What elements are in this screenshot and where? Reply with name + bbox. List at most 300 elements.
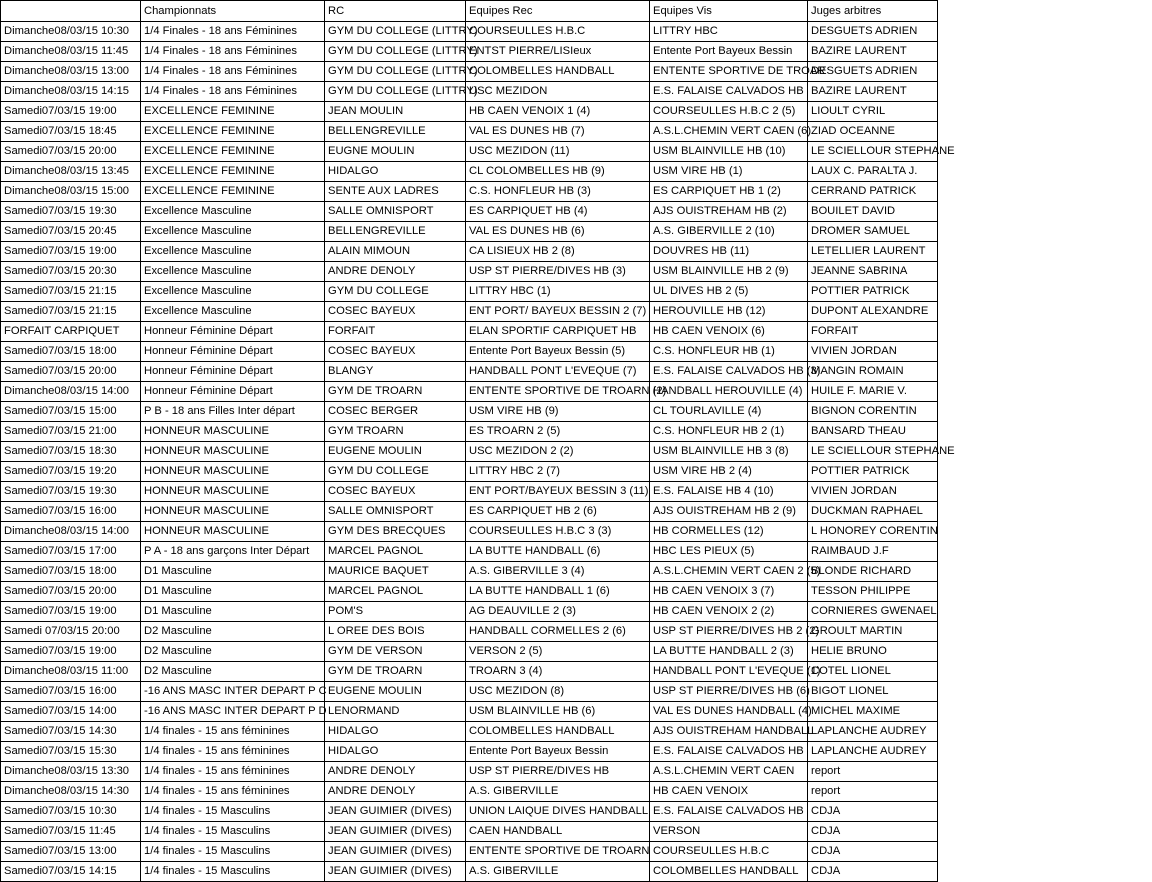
equipe-vis-cell: A.S. GIBERVILLE 2 (10) — [650, 222, 808, 242]
table-row — [1, 202, 938, 222]
equipe-rec-cell: VAL ES DUNES HB (6) — [466, 222, 650, 242]
equipe-rec-cell: ENTENTE SPORTIVE DE TROARN (2) — [466, 382, 650, 402]
equipe-rec-cell: USC MEZIDON — [466, 82, 650, 102]
equipe-rec-cell: CA LISIEUX HB 2 (8) — [466, 242, 650, 262]
date-cell: Samedi07/03/15 18:45 — [1, 122, 141, 142]
equipe-rec-cell: CAEN HANDBALL — [466, 822, 650, 842]
date-cell: Samedi07/03/15 20:45 — [1, 222, 141, 242]
arbitre-cell: CERRAND PATRICK — [808, 182, 938, 202]
equipe-rec-cell: HB CAEN VENOIX 1 (4) — [466, 102, 650, 122]
table-row — [1, 542, 938, 562]
championnat-cell: EXCELLENCE FEMININE — [141, 182, 325, 202]
date-cell: Dimanche08/03/15 10:30 — [1, 22, 141, 42]
date-cell: Samedi07/03/15 19:30 — [1, 202, 141, 222]
arbitre-cell: BAZIRE LAURENT — [808, 42, 938, 62]
championnat-cell: 1/4 finales - 15 ans féminines — [141, 782, 325, 802]
equipe-vis-cell: E.S. FALAISE CALVADOS HB — [650, 82, 808, 102]
table-row — [1, 662, 938, 682]
table-row — [1, 82, 938, 102]
championnat-cell: EXCELLENCE FEMININE — [141, 162, 325, 182]
date-cell: Samedi07/03/15 14:15 — [1, 862, 141, 882]
equipe-vis-cell: ES CARPIQUET HB 1 (2) — [650, 182, 808, 202]
equipe-rec-cell: ELAN SPORTIF CARPIQUET HB — [466, 322, 650, 342]
equipe-rec-cell: COLOMBELLES HANDBALL — [466, 722, 650, 742]
equipe-vis-cell: DOUVRES HB (11) — [650, 242, 808, 262]
arbitre-cell: MANGIN ROMAIN — [808, 362, 938, 382]
date-cell: Samedi07/03/15 13:00 — [1, 842, 141, 862]
arbitre-cell: HELIE BRUNO — [808, 642, 938, 662]
rc-cell: SALLE OMNISPORT — [325, 202, 466, 222]
equipe-vis-cell: USM VIRE HB (1) — [650, 162, 808, 182]
date-cell: Samedi07/03/15 10:30 — [1, 802, 141, 822]
championnat-cell: EXCELLENCE FEMININE — [141, 142, 325, 162]
rc-cell: GYM DU COLLEGE (LITTRY) — [325, 82, 466, 102]
championnat-cell: EXCELLENCE FEMININE — [141, 102, 325, 122]
equipe-vis-cell: Entente Port Bayeux Bessin — [650, 42, 808, 62]
rc-cell: HIDALGO — [325, 722, 466, 742]
equipe-vis-cell: USM VIRE HB 2 (4) — [650, 462, 808, 482]
table-row — [1, 102, 938, 122]
date-cell: Dimanche08/03/15 11:45 — [1, 42, 141, 62]
date-cell: Samedi07/03/15 18:30 — [1, 442, 141, 462]
championnat-cell: D2 Masculine — [141, 622, 325, 642]
equipe-rec-cell: ES CARPIQUET HB (4) — [466, 202, 650, 222]
rc-cell: BELLENGREVILLE — [325, 222, 466, 242]
championnat-cell: D1 Masculine — [141, 562, 325, 582]
equipe-vis-cell: USM BLAINVILLE HB (10) — [650, 142, 808, 162]
championnat-cell: HONNEUR MASCULINE — [141, 522, 325, 542]
table-row — [1, 242, 938, 262]
arbitre-cell: VIVIEN JORDAN — [808, 482, 938, 502]
arbitre-cell: VIVIEN JORDAN — [808, 342, 938, 362]
equipe-vis-cell: HBC LES PIEUX (5) — [650, 542, 808, 562]
date-cell: Samedi07/03/15 15:30 — [1, 742, 141, 762]
date-cell: Samedi07/03/15 19:00 — [1, 602, 141, 622]
date-cell: Samedi07/03/15 18:00 — [1, 342, 141, 362]
equipe-rec-cell: USC MEZIDON (11) — [466, 142, 650, 162]
championnat-cell: -16 ANS MASC INTER DEPART P C — [141, 682, 325, 702]
table-row — [1, 282, 938, 302]
rc-cell: COSEC BAYEUX — [325, 302, 466, 322]
table-row — [1, 162, 938, 182]
equipe-rec-cell: HANDBALL CORMELLES 2 (6) — [466, 622, 650, 642]
date-cell: Samedi07/03/15 14:30 — [1, 722, 141, 742]
equipe-vis-cell: COURSEULLES H.B.C 2 (5) — [650, 102, 808, 122]
arbitre-cell: LIOULT CYRIL — [808, 102, 938, 122]
date-cell: Samedi07/03/15 20:00 — [1, 582, 141, 602]
equipe-vis-cell: HB CAEN VENOIX 3 (7) — [650, 582, 808, 602]
date-cell: Dimanche08/03/15 14:00 — [1, 522, 141, 542]
equipe-vis-cell: HANDBALL HEROUVILLE (4) — [650, 382, 808, 402]
arbitre-cell: FORFAIT — [808, 322, 938, 342]
championnat-cell: HONNEUR MASCULINE — [141, 462, 325, 482]
arbitre-cell: MICHEL MAXIME — [808, 702, 938, 722]
equipe-vis-cell: C.S. HONFLEUR HB 2 (1) — [650, 422, 808, 442]
rc-cell: MARCEL PAGNOL — [325, 542, 466, 562]
date-cell: Samedi07/03/15 20:00 — [1, 362, 141, 382]
rc-cell: JEAN GUIMIER (DIVES) — [325, 842, 466, 862]
arbitre-cell: DUCKMAN RAPHAEL — [808, 502, 938, 522]
arbitre-cell: LAPLANCHE AUDREY — [808, 722, 938, 742]
rc-cell: GYM DU COLLEGE (LITTRY) — [325, 22, 466, 42]
equipe-vis-cell: HB CORMELLES (12) — [650, 522, 808, 542]
equipe-vis-cell: VAL ES DUNES HANDBALL (4) — [650, 702, 808, 722]
date-cell: Dimanche08/03/15 14:15 — [1, 82, 141, 102]
equipe-vis-cell: CL TOURLAVILLE (4) — [650, 402, 808, 422]
arbitre-cell: CDJA — [808, 842, 938, 862]
equipe-vis-cell: VERSON — [650, 822, 808, 842]
equipe-rec-cell: A.S. GIBERVILLE 3 (4) — [466, 562, 650, 582]
arbitre-cell: HUILE F. MARIE V. — [808, 382, 938, 402]
championnat-cell: Excellence Masculine — [141, 282, 325, 302]
rc-cell: GYM DU COLLEGE (LITTRY) — [325, 42, 466, 62]
table-row — [1, 362, 938, 382]
championnat-cell: Excellence Masculine — [141, 242, 325, 262]
equipe-rec-cell: C.S. HONFLEUR HB (3) — [466, 182, 650, 202]
rc-cell: EUGENE MOULIN — [325, 442, 466, 462]
championnat-cell: Excellence Masculine — [141, 202, 325, 222]
table-row — [1, 602, 938, 622]
equipe-rec-cell: AG DEAUVILLE 2 (3) — [466, 602, 650, 622]
rc-cell: BELLENGREVILLE — [325, 122, 466, 142]
table-row — [1, 42, 938, 62]
equipe-rec-cell: Entente Port Bayeux Bessin — [466, 742, 650, 762]
rc-cell: HIDALGO — [325, 162, 466, 182]
arbitre-cell: JEANNE SABRINA — [808, 262, 938, 282]
equipe-vis-cell: USP ST PIERRE/DIVES HB (6) — [650, 682, 808, 702]
equipe-rec-cell: USP ST PIERRE/DIVES HB (3) — [466, 262, 650, 282]
date-cell: Dimanche08/03/15 11:00 — [1, 662, 141, 682]
equipe-vis-cell: UL DIVES HB 2 (5) — [650, 282, 808, 302]
arbitre-cell: report — [808, 762, 938, 782]
championnat-cell: 1/4 Finales - 18 ans Féminines — [141, 62, 325, 82]
arbitre-cell: DUPONT ALEXANDRE — [808, 302, 938, 322]
championnat-cell: 1/4 finales - 15 Masculins — [141, 822, 325, 842]
championnat-cell: Excellence Masculine — [141, 222, 325, 242]
table-row — [1, 222, 938, 242]
equipe-rec-cell: COLOMBELLES HANDBALL — [466, 62, 650, 82]
date-cell: Dimanche08/03/15 15:00 — [1, 182, 141, 202]
date-cell: Samedi07/03/15 20:00 — [1, 142, 141, 162]
equipe-vis-cell: E.S. FALAISE CALVADOS HB — [650, 742, 808, 762]
date-cell: Dimanche08/03/15 13:00 — [1, 62, 141, 82]
equipe-vis-cell: LITTRY HBC — [650, 22, 808, 42]
arbitre-cell: LETELLIER LAURENT — [808, 242, 938, 262]
table-row — [1, 862, 938, 882]
championnat-cell: P B - 18 ans Filles Inter départ — [141, 402, 325, 422]
arbitre-cell: LAUX C. PARALTA J. — [808, 162, 938, 182]
equipe-vis-cell: A.S.L.CHEMIN VERT CAEN — [650, 762, 808, 782]
championnat-cell: 1/4 Finales - 18 ans Féminines — [141, 22, 325, 42]
equipe-vis-cell: USM BLAINVILLE HB 2 (9) — [650, 262, 808, 282]
equipe-rec-cell: ES TROARN 2 (5) — [466, 422, 650, 442]
equipe-rec-cell: LA BUTTE HANDBALL (6) — [466, 542, 650, 562]
arbitre-cell: LAPLANCHE AUDREY — [808, 742, 938, 762]
arbitre-cell: POTTIER PATRICK — [808, 282, 938, 302]
rc-cell: POM'S — [325, 602, 466, 622]
rc-cell: ANDRE DENOLY — [325, 262, 466, 282]
arbitre-cell: CDJA — [808, 822, 938, 842]
rc-cell: GYM DE VERSON — [325, 642, 466, 662]
equipe-vis-cell: COLOMBELLES HANDBALL — [650, 862, 808, 882]
table-row — [1, 142, 938, 162]
equipe-vis-cell: AJS OUISTREHAM HB (2) — [650, 202, 808, 222]
table-row — [1, 342, 938, 362]
equipe-rec-cell: VERSON 2 (5) — [466, 642, 650, 662]
equipe-rec-cell: TROARN 3 (4) — [466, 662, 650, 682]
rc-cell: SENTE AUX LADRES — [325, 182, 466, 202]
header-championnats: Championnats — [141, 1, 325, 22]
championnat-cell: EXCELLENCE FEMININE — [141, 122, 325, 142]
equipe-rec-cell: USC MEZIDON 2 (2) — [466, 442, 650, 462]
equipe-rec-cell: HANDBALL PONT L'EVEQUE (7) — [466, 362, 650, 382]
table-row — [1, 502, 938, 522]
rc-cell: LENORMAND — [325, 702, 466, 722]
equipe-rec-cell: COURSEULLES H.B.C — [466, 22, 650, 42]
rc-cell: ALAIN MIMOUN — [325, 242, 466, 262]
equipe-rec-cell: A.S. GIBERVILLE — [466, 862, 650, 882]
equipe-vis-cell: HEROUVILLE HB (12) — [650, 302, 808, 322]
championnat-cell: 1/4 finales - 15 ans féminines — [141, 722, 325, 742]
table-row — [1, 822, 938, 842]
equipe-vis-cell: AJS OUISTREHAM HB 2 (9) — [650, 502, 808, 522]
championnat-cell: 1/4 Finales - 18 ans Féminines — [141, 82, 325, 102]
equipe-vis-cell: ENTENTE SPORTIVE DE TROAR — [650, 62, 808, 82]
rc-cell: L OREE DES BOIS — [325, 622, 466, 642]
equipe-rec-cell: USM BLAINVILLE HB (6) — [466, 702, 650, 722]
equipe-vis-cell: A.S.L.CHEMIN VERT CAEN (6) — [650, 122, 808, 142]
equipe-vis-cell: E.S. FALAISE CALVADOS HB — [650, 802, 808, 822]
rc-cell: COSEC BERGER — [325, 402, 466, 422]
equipe-vis-cell: COURSEULLES H.B.C — [650, 842, 808, 862]
arbitre-cell: LE SCIELLOUR STEPHANE — [808, 442, 938, 462]
championnat-cell: Excellence Masculine — [141, 262, 325, 282]
table-row — [1, 382, 938, 402]
table-row — [1, 62, 938, 82]
equipe-rec-cell: VAL ES DUNES HB (7) — [466, 122, 650, 142]
date-cell: Samedi07/03/15 20:30 — [1, 262, 141, 282]
header-equipes-rec: Equipes Rec — [466, 1, 650, 22]
rc-cell: GYM DU COLLEGE — [325, 282, 466, 302]
rc-cell: MAURICE BAQUET — [325, 562, 466, 582]
rc-cell: HIDALGO — [325, 742, 466, 762]
date-cell: Samedi 07/03/15 20:00 — [1, 622, 141, 642]
date-cell: Dimanche08/03/15 13:30 — [1, 762, 141, 782]
rc-cell: MARCEL PAGNOL — [325, 582, 466, 602]
rc-cell: BLANGY — [325, 362, 466, 382]
equipe-vis-cell: HB CAEN VENOIX 2 (2) — [650, 602, 808, 622]
date-cell: Samedi07/03/15 19:20 — [1, 462, 141, 482]
equipe-rec-cell: ENTST PIERRE/LISIeux — [466, 42, 650, 62]
table-row — [1, 782, 938, 802]
table-row — [1, 462, 938, 482]
arbitre-cell: GROULT MARTIN — [808, 622, 938, 642]
equipe-vis-cell: E.S. FALAISE CALVADOS HB (3) — [650, 362, 808, 382]
equipe-vis-cell: HB CAEN VENOIX (6) — [650, 322, 808, 342]
date-cell: Samedi07/03/15 18:00 — [1, 562, 141, 582]
table-row — [1, 182, 938, 202]
table-row — [1, 562, 938, 582]
table-row — [1, 262, 938, 282]
championnat-cell: Honneur Féminine Départ — [141, 362, 325, 382]
rc-cell: GYM TROARN — [325, 422, 466, 442]
arbitre-cell: BANSARD THEAU — [808, 422, 938, 442]
date-cell: Dimanche08/03/15 13:45 — [1, 162, 141, 182]
rc-cell: ANDRE DENOLY — [325, 762, 466, 782]
arbitre-cell: DROMER SAMUEL — [808, 222, 938, 242]
table-row — [1, 322, 938, 342]
table-row — [1, 522, 938, 542]
date-cell: Samedi07/03/15 16:00 — [1, 682, 141, 702]
table-row — [1, 702, 938, 722]
arbitre-cell: TESSON PHILIPPE — [808, 582, 938, 602]
equipe-rec-cell: LITTRY HBC (1) — [466, 282, 650, 302]
rc-cell: EUGNE MOULIN — [325, 142, 466, 162]
equipe-vis-cell: E.S. FALAISE HB 4 (10) — [650, 482, 808, 502]
championnat-cell: 1/4 finales - 15 Masculins — [141, 842, 325, 862]
equipe-vis-cell: AJS OUISTREHAM HANDBALL — [650, 722, 808, 742]
date-cell: Samedi07/03/15 19:30 — [1, 482, 141, 502]
equipe-rec-cell: COURSEULLES H.B.C 3 (3) — [466, 522, 650, 542]
rc-cell: ANDRE DENOLY — [325, 782, 466, 802]
table-row — [1, 622, 938, 642]
championnat-cell: 1/4 finales - 15 Masculins — [141, 802, 325, 822]
table-row — [1, 482, 938, 502]
table-row — [1, 442, 938, 462]
date-cell: Dimanche08/03/15 14:00 — [1, 382, 141, 402]
date-cell: Samedi07/03/15 21:15 — [1, 282, 141, 302]
equipe-vis-cell: HB CAEN VENOIX — [650, 782, 808, 802]
rc-cell: GYM DU COLLEGE — [325, 462, 466, 482]
championnat-cell: 1/4 finales - 15 ans féminines — [141, 742, 325, 762]
header-equipes-vis: Equipes Vis — [650, 1, 808, 22]
championnat-cell: P A - 18 ans garçons Inter Départ — [141, 542, 325, 562]
equipe-rec-cell: Entente Port Bayeux Bessin (5) — [466, 342, 650, 362]
table-row — [1, 742, 938, 762]
arbitre-cell: BLONDE RICHARD — [808, 562, 938, 582]
equipe-rec-cell: ENTENTE SPORTIVE DE TROARN — [466, 842, 650, 862]
championnat-cell: HONNEUR MASCULINE — [141, 482, 325, 502]
equipe-rec-cell: LA BUTTE HANDBALL 1 (6) — [466, 582, 650, 602]
date-cell: Samedi07/03/15 17:00 — [1, 542, 141, 562]
arbitre-cell: BIGOT LIONEL — [808, 682, 938, 702]
header-juges-arbitres: Juges arbitres — [808, 1, 938, 22]
date-cell: Samedi07/03/15 14:00 — [1, 702, 141, 722]
arbitre-cell: CDJA — [808, 862, 938, 882]
table-row — [1, 842, 938, 862]
table-row — [1, 762, 938, 782]
equipe-vis-cell: HANDBALL PONT L'EVEQUE (1) — [650, 662, 808, 682]
equipe-rec-cell: ES CARPIQUET HB 2 (6) — [466, 502, 650, 522]
championnat-cell: D2 Masculine — [141, 662, 325, 682]
date-cell: Samedi07/03/15 19:00 — [1, 242, 141, 262]
table-row — [1, 122, 938, 142]
equipe-vis-cell: USM BLAINVILLE HB 3 (8) — [650, 442, 808, 462]
rc-cell: JEAN MOULIN — [325, 102, 466, 122]
rc-cell: GYM DES BRECQUES — [325, 522, 466, 542]
rc-cell: EUGENE MOULIN — [325, 682, 466, 702]
equipe-vis-cell: A.S.L.CHEMIN VERT CAEN 2 (5) — [650, 562, 808, 582]
arbitre-cell: DESGUETS ADRIEN — [808, 62, 938, 82]
arbitre-cell: RAIMBAUD J.F — [808, 542, 938, 562]
rc-cell: SALLE OMNISPORT — [325, 502, 466, 522]
date-cell: Samedi07/03/15 15:00 — [1, 402, 141, 422]
arbitre-cell: COTEL LIONEL — [808, 662, 938, 682]
arbitre-cell: POTTIER PATRICK — [808, 462, 938, 482]
table-row — [1, 422, 938, 442]
table-row — [1, 582, 938, 602]
championnat-cell: 1/4 finales - 15 ans féminines — [141, 762, 325, 782]
equipe-vis-cell: LA BUTTE HANDBALL 2 (3) — [650, 642, 808, 662]
equipe-rec-cell: CL COLOMBELLES HB (9) — [466, 162, 650, 182]
date-cell: Samedi07/03/15 11:45 — [1, 822, 141, 842]
rc-cell: JEAN GUIMIER (DIVES) — [325, 802, 466, 822]
championnat-cell: 1/4 Finales - 18 ans Féminines — [141, 42, 325, 62]
equipe-rec-cell: USC MEZIDON (8) — [466, 682, 650, 702]
table-row — [1, 802, 938, 822]
championnat-cell: Honneur Féminine Départ — [141, 342, 325, 362]
championnat-cell: Honneur Féminine Départ — [141, 322, 325, 342]
arbitre-cell: BIGNON CORENTIN — [808, 402, 938, 422]
rc-cell: COSEC BAYEUX — [325, 482, 466, 502]
championnat-cell: HONNEUR MASCULINE — [141, 422, 325, 442]
header-date — [1, 1, 141, 22]
championnat-cell: D2 Masculine — [141, 642, 325, 662]
date-cell: Samedi07/03/15 16:00 — [1, 502, 141, 522]
date-cell: Samedi07/03/15 21:15 — [1, 302, 141, 322]
equipe-rec-cell: USM VIRE HB (9) — [466, 402, 650, 422]
date-cell: Samedi07/03/15 21:00 — [1, 422, 141, 442]
equipe-rec-cell: UNION LAIQUE DIVES HANDBALL — [466, 802, 650, 822]
arbitre-cell: DESGUETS ADRIEN — [808, 22, 938, 42]
date-cell: Samedi07/03/15 19:00 — [1, 102, 141, 122]
equipe-rec-cell: ENT PORT/BAYEUX BESSIN 3 (11) — [466, 482, 650, 502]
rc-cell: JEAN GUIMIER (DIVES) — [325, 822, 466, 842]
arbitre-cell: CDJA — [808, 802, 938, 822]
arbitre-cell: LE SCIELLOUR STEPHANE — [808, 142, 938, 162]
table-row — [1, 302, 938, 322]
championnat-cell: Excellence Masculine — [141, 302, 325, 322]
championnat-cell: HONNEUR MASCULINE — [141, 502, 325, 522]
rc-cell: GYM DE TROARN — [325, 662, 466, 682]
rc-cell: GYM DE TROARN — [325, 382, 466, 402]
table-row — [1, 642, 938, 662]
date-cell: Samedi07/03/15 19:00 — [1, 642, 141, 662]
arbitre-cell: report — [808, 782, 938, 802]
rc-cell: GYM DU COLLEGE (LITTRY) — [325, 62, 466, 82]
championnat-cell: D1 Masculine — [141, 602, 325, 622]
rc-cell: FORFAIT — [325, 322, 466, 342]
championnat-cell: D1 Masculine — [141, 582, 325, 602]
table-row — [1, 682, 938, 702]
header-row — [1, 1, 938, 22]
arbitre-cell: BAZIRE LAURENT — [808, 82, 938, 102]
rc-cell: JEAN GUIMIER (DIVES) — [325, 862, 466, 882]
table-row — [1, 402, 938, 422]
arbitre-cell: ZIAD OCEANNE — [808, 122, 938, 142]
championnat-cell: 1/4 finales - 15 Masculins — [141, 862, 325, 882]
arbitre-cell: CORNIERES GWENAEL — [808, 602, 938, 622]
header-rc: RC — [325, 1, 466, 22]
championnat-cell: -16 ANS MASC INTER DEPART P D — [141, 702, 325, 722]
equipe-rec-cell: A.S. GIBERVILLE — [466, 782, 650, 802]
table-row — [1, 22, 938, 42]
equipe-rec-cell: ENT PORT/ BAYEUX BESSIN 2 (7) — [466, 302, 650, 322]
equipe-rec-cell: USP ST PIERRE/DIVES HB — [466, 762, 650, 782]
rc-cell: COSEC BAYEUX — [325, 342, 466, 362]
arbitre-cell: BOUILET DAVID — [808, 202, 938, 222]
date-cell: Dimanche08/03/15 14:30 — [1, 782, 141, 802]
